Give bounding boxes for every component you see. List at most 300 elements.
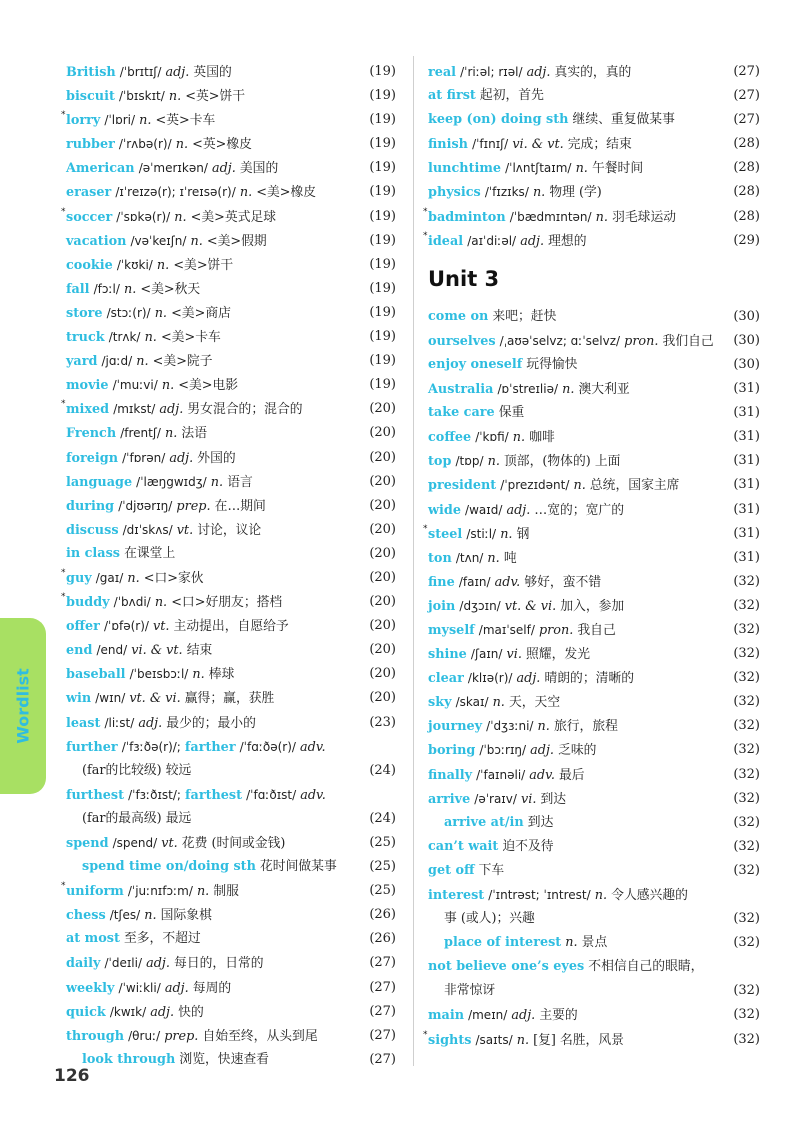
entry-definition: 玩得愉快 (526, 356, 578, 372)
entry-page-ref: (24) (369, 762, 396, 778)
entry-star: * (61, 399, 66, 410)
word-entry (66, 1048, 396, 1072)
entry-phonetic: /ˈfɒrən/ (122, 450, 166, 465)
entry-headword: ton (428, 550, 452, 566)
word-entry (66, 325, 396, 349)
entry-definition: 起初，首先 (479, 88, 544, 104)
word-entry (61, 397, 396, 421)
entry-phonetic: /tɒp/ (455, 454, 484, 469)
entry-definition: <美>橡皮 (256, 185, 317, 201)
entry-page-ref: (20) (369, 666, 396, 682)
entry-definition: <美>秋天 (140, 281, 201, 297)
entry-definition: 快的 (178, 1004, 204, 1020)
entry-definition: 加入，参加 (560, 598, 625, 614)
entry-page-ref: (20) (369, 401, 396, 417)
entry-definition: 吨 (503, 550, 517, 566)
entry-headword: enjoy oneself (428, 356, 523, 372)
entry-definition: <美>商店 (171, 305, 231, 321)
entry-page-ref: (19) (369, 208, 396, 224)
entry-part-of-speech: n. (516, 1032, 530, 1048)
entry-phonetic: /trʌk/ (108, 330, 141, 345)
word-entry (66, 446, 396, 470)
entry-part-of-speech: vt. (153, 619, 170, 635)
word-entry (66, 542, 396, 566)
entry-part-of-speech: vi. & vt. (131, 643, 183, 659)
entry-phonetic: /ʃaɪn/ (470, 647, 503, 662)
entry-page-ref: (32) (733, 670, 760, 686)
entry-part-of-speech: n. (537, 719, 550, 735)
word-entry (428, 618, 760, 642)
entry-headword: coffee (428, 430, 472, 446)
word-entry (66, 686, 396, 710)
entry-headword: buddy (66, 595, 110, 611)
word-entry (423, 229, 760, 253)
entry-definition: [复] 名胜，风景 (533, 1032, 624, 1048)
word-entry (66, 253, 396, 277)
entry-part-of-speech: n. (144, 330, 157, 346)
word-entry (428, 883, 760, 907)
word-entry (66, 132, 396, 156)
entry-headword: mixed (66, 402, 110, 418)
entry-page-ref: (20) (369, 569, 396, 585)
entry-headword: cookie (66, 257, 113, 273)
word-entry (66, 614, 396, 638)
entry-part-of-speech: adj. (159, 402, 184, 418)
entry-page-ref: (28) (733, 184, 760, 200)
word-entry (66, 831, 396, 855)
entry-star: * (423, 230, 428, 241)
entry-definition: 完成；结束 (567, 137, 632, 153)
entry-page-ref: (31) (733, 453, 760, 469)
entry-phonetic: /ˈlʌntʃtaɪm/ (505, 161, 572, 176)
entry-headword: French (66, 426, 117, 442)
entry-definition: 羽毛球运动 (612, 209, 677, 225)
entry-part-of-speech: n. (573, 478, 586, 494)
entry-phonetic: /ˈmuːvi/ (112, 378, 158, 393)
entry-phonetic: /ˈlæŋgwɪdʒ/ (136, 474, 207, 489)
entry-headword: fine (428, 574, 455, 590)
entry-headword: shine (428, 647, 467, 663)
entry-part-of-speech: adj. (211, 161, 236, 177)
entry-definition: 够好，蛮不错 (524, 574, 602, 590)
entry-phonetic: /ˈlɒri/ (104, 113, 136, 128)
entry-phonetic: /ˈrʌbə(r)/ (118, 137, 172, 152)
entry-definition: 每周的 (192, 980, 232, 996)
entry-definition: 外国的 (197, 450, 236, 466)
entry-page-ref: (19) (369, 256, 396, 272)
right-top-entries (423, 60, 760, 253)
entry-page-ref: (27) (369, 955, 396, 971)
word-entry (428, 763, 760, 787)
entry-headword: journey (428, 719, 483, 735)
entry-phonetic: /tʃes/ (109, 908, 141, 923)
entry-part-of-speech: n. (210, 474, 224, 490)
entry-definition: 午餐时间 (591, 161, 644, 177)
entry-part-of-speech: n. (190, 233, 203, 249)
entry-page-ref: (27) (733, 88, 760, 104)
entry-page-ref: (32) (733, 694, 760, 710)
page-number: 126 (54, 1066, 90, 1086)
entry-phonetic: /klɪə(r)/ (467, 671, 513, 686)
entry-headword: quick (66, 1004, 106, 1020)
entry-headword: at first (428, 88, 476, 104)
word-entry (428, 353, 760, 377)
entry-phonetic: /ˈbrɪtɪʃ/ (119, 65, 162, 79)
entry-headword: American (66, 161, 135, 177)
entry-phonetic: /liːst/ (104, 715, 135, 730)
entry-part-of-speech: n. (168, 89, 182, 105)
entry-headword: join (428, 598, 456, 614)
entry-part-of-speech: adj. (169, 450, 194, 466)
entry-page-ref: (26) (369, 907, 396, 923)
entry-headword: Australia (428, 382, 494, 398)
entry-phonetic: /ˈfɜːðə(r)/; (121, 739, 181, 754)
word-entry (428, 811, 760, 835)
entry-page-ref: (31) (733, 501, 760, 517)
entry-phonetic: /ˈfɪzɪks/ (484, 185, 529, 200)
entry-headword: arrive (428, 791, 471, 807)
entry-phonetic: /ˈbɪskɪt/ (118, 89, 165, 104)
entry-page-ref: (25) (369, 835, 396, 850)
entry-headword: at most (66, 931, 120, 947)
entry-phonetic: /saɪts/ (475, 1032, 513, 1047)
entry-page-ref: (19) (369, 353, 396, 369)
right-column (423, 60, 760, 1052)
entry-phonetic: /frentʃ/ (120, 426, 161, 441)
entry-page-ref: (32) (733, 621, 760, 637)
word-entry (66, 349, 396, 373)
entry-page-ref: (20) (369, 473, 396, 489)
entry-headword: ideal (428, 233, 464, 249)
entry-definition: <美>电影 (178, 378, 239, 394)
entry-phonetic: /faɪn/ (458, 574, 491, 589)
entry-page-ref: (19) (369, 377, 396, 393)
entry-part-of-speech: vt. & vi. (504, 598, 557, 614)
word-entry (428, 60, 760, 84)
entry-part-of-speech: prep. (164, 1028, 199, 1044)
entry-page-ref: (26) (369, 931, 396, 947)
word-entry (428, 180, 760, 204)
word-entry (428, 666, 760, 690)
entry-part-of-speech: n. (562, 382, 575, 398)
entry-part-of-speech: n. (500, 526, 513, 542)
word-entry (66, 229, 396, 253)
entry-phonetic: /skaɪ/ (455, 695, 489, 710)
entry-phonetic-alt: /ˈfɑːðə(r)/ (239, 739, 296, 754)
entry-phonetic: /wɪn/ (95, 691, 126, 706)
entry-definition: (far的比较级) 较远 (82, 762, 192, 778)
word-entry (66, 662, 396, 686)
entry-phonetic: /gaɪ/ (95, 570, 124, 585)
entry-phonetic: /əˈmerɪkən/ (138, 161, 208, 176)
entry-page-ref: (32) (733, 862, 760, 878)
word-entry (66, 518, 396, 542)
entry-headword: get off (428, 862, 475, 878)
entry-headword: chess (66, 908, 106, 924)
entry-headword: further (66, 739, 118, 755)
entry-page-ref: (19) (369, 160, 396, 176)
entry-headword: myself (428, 622, 475, 638)
word-entry (428, 714, 760, 738)
entry-part-of-speech: n. (492, 695, 505, 711)
entry-headword: come on (428, 308, 489, 324)
word-entry (423, 522, 760, 546)
word-entry (428, 108, 760, 132)
entry-definition: 令人感兴趣的 (611, 888, 688, 903)
entry-phonetic: /fɔːl/ (93, 281, 120, 296)
entry-headword: boring (428, 743, 476, 759)
entry-phonetic: /vəˈkeɪʃn/ (130, 233, 187, 248)
entry-page-ref: (31) (733, 525, 760, 541)
entry-definition: 迫不及待 (502, 838, 554, 854)
entry-definition: 主要的 (539, 1008, 578, 1024)
entry-definition: 理想的 (548, 233, 587, 249)
entry-page-ref: (32) (733, 766, 760, 782)
word-entry (428, 401, 760, 425)
word-entry (428, 156, 760, 180)
entry-part-of-speech: n. (127, 570, 140, 586)
entry-definition: <英>橡皮 (192, 137, 252, 153)
word-entry (428, 690, 760, 714)
entry-phonetic: /ˈbeɪsbɔːl/ (129, 667, 189, 682)
entry-part-of-speech: n. (239, 185, 253, 201)
entry-page-ref: (30) (733, 356, 760, 372)
word-entry (66, 1000, 396, 1024)
entry-part-of-speech: adj. (520, 233, 545, 249)
entry-page-ref: (31) (733, 381, 760, 397)
word-entry (428, 570, 760, 594)
entry-page-ref: (20) (369, 425, 396, 441)
entry-definition: 结束 (186, 643, 213, 659)
word-entry (66, 1024, 396, 1048)
entry-page-ref: (27) (369, 1027, 396, 1043)
entry-phonetic: /ˌaʊəˈselvz; ɑːˈselvz/ (499, 333, 621, 348)
word-entry (423, 1028, 760, 1052)
entry-definition: 英国的 (193, 65, 232, 80)
entry-page-ref: (27) (733, 112, 760, 128)
entry-part-of-speech: n. (594, 888, 608, 903)
entry-page-ref: (27) (369, 1051, 396, 1067)
entry-page-ref: (19) (369, 232, 396, 248)
entry-page-ref: (19) (369, 88, 396, 104)
entry-headword: uniform (66, 884, 124, 900)
word-entry (66, 807, 396, 831)
entry-star: * (61, 567, 66, 578)
entry-page-ref: (31) (733, 405, 760, 421)
entry-phonetic: /ˈdeɪli/ (104, 956, 142, 971)
word-entry (428, 305, 760, 329)
entry-part-of-speech: adj. (138, 715, 163, 731)
entry-definition: 赢得；赢，获胜 (184, 691, 275, 707)
entry-part-of-speech: n. (595, 209, 608, 225)
entry-phonetic-alt: /ˈfɑːðɪst/ (246, 787, 297, 802)
entry-definition: 物理 (学) (549, 185, 602, 201)
entry-phonetic: /ˈdʒɜːni/ (486, 719, 534, 734)
entry-headword: clear (428, 671, 464, 687)
entry-page-ref: (32) (733, 814, 760, 830)
entry-phonetic: /ˈkɒfi/ (475, 430, 509, 445)
entry-page-ref: (32) (733, 573, 760, 589)
word-entry (66, 84, 396, 108)
entry-definition: 法语 (181, 426, 208, 442)
entry-page-ref: (20) (369, 594, 396, 610)
word-entry (61, 566, 396, 590)
entry-star: * (61, 110, 66, 121)
right-unit-entries (423, 305, 760, 1052)
entry-phonetic: /ˈprezɪdənt/ (500, 478, 570, 493)
entry-definition: 主动提出，自愿给予 (173, 619, 289, 635)
entry-headword: finally (428, 767, 473, 783)
entry-phonetic: /spend/ (112, 836, 158, 850)
entry-phonetic: /maɪˈself/ (478, 622, 535, 637)
entry-definition: 自始至终，从头到尾 (202, 1028, 318, 1044)
word-entry (428, 1003, 760, 1027)
entry-definition: 花费 (时间或金钱) (181, 836, 286, 851)
word-entry (428, 498, 760, 522)
entry-definition: 至多，不超过 (123, 931, 201, 947)
entry-definition: 在课堂上 (124, 545, 176, 561)
entry-headword: yard (66, 354, 98, 370)
entry-page-ref: (20) (369, 449, 396, 465)
entry-phonetic: /meɪn/ (468, 1008, 508, 1023)
entry-part-of-speech: n. (156, 257, 170, 273)
entry-headword: least (66, 715, 101, 731)
entry-phonetic: /ˈfaɪnəli/ (476, 767, 526, 782)
word-entry (423, 205, 760, 229)
entry-part-of-speech: n. (175, 137, 189, 153)
entry-definition: <口>家伙 (143, 570, 204, 586)
entry-part-of-speech: vi. (521, 791, 537, 807)
entry-headword: truck (66, 330, 105, 346)
entry-phonetic: /ˈwiːkli/ (118, 980, 161, 995)
entry-page-ref: (30) (733, 332, 760, 348)
entry-definition: 顶部，(物体的) 上面 (503, 454, 621, 470)
entry-page-ref: (19) (369, 280, 396, 296)
entry-headword: furthest (66, 787, 125, 803)
entry-phonetic: /ˈɪntrəst; ˈɪntrest/ (488, 888, 591, 902)
entry-headword: biscuit (66, 89, 115, 105)
entry-part-of-speech: n. (575, 161, 588, 177)
entry-phonetic: /stɔː(r)/ (106, 305, 151, 320)
entry-definition: 澳大利亚 (578, 382, 630, 398)
entry-definition: 每日的，日常的 (174, 956, 264, 972)
entry-definition: 来吧；赶快 (492, 308, 557, 324)
entry-definition: <英>卡车 (155, 113, 216, 129)
entry-page-ref: (28) (733, 208, 760, 224)
entry-page-ref: (20) (369, 545, 396, 561)
entry-definition: 咖啡 (529, 430, 555, 446)
entry-headword: spend time on/doing sth (82, 859, 256, 875)
entry-headword: badminton (428, 209, 506, 225)
entry-headword: eraser (66, 185, 112, 201)
entry-part-of-speech: n. (532, 185, 546, 201)
entry-definition: 最少的；最小的 (166, 715, 256, 731)
entry-definition: <美>院子 (152, 354, 213, 370)
entry-headword: sights (428, 1032, 472, 1048)
entry-definition: 总统，国家主席 (589, 478, 680, 494)
entry-page-ref: (32) (733, 790, 760, 806)
entry-page-ref: (32) (733, 1031, 760, 1047)
entry-page-ref: (32) (733, 911, 760, 927)
entry-page-ref: (32) (733, 983, 760, 999)
entry-part-of-speech: n. (196, 884, 210, 900)
entry-definition: 真实的，真的 (554, 65, 632, 80)
word-entry (66, 735, 396, 759)
entry-headword: British (66, 65, 116, 80)
entry-definition: 晴朗的；清晰的 (544, 671, 635, 687)
entry-headword: main (428, 1008, 464, 1024)
word-entry (66, 373, 396, 397)
entry-headword: interest (428, 888, 485, 903)
entry-phonetic: /θruː/ (128, 1028, 161, 1043)
entry-headword: steel (428, 526, 463, 542)
left-column (61, 60, 396, 1072)
entry-phonetic: /ɪˈreɪzə(r); ɪˈreɪsə(r)/ (115, 185, 236, 200)
word-entry (66, 976, 396, 1000)
entry-star: * (61, 206, 66, 217)
word-entry (428, 132, 760, 156)
word-entry (428, 979, 760, 1003)
entry-headword: daily (66, 956, 101, 972)
entry-part-of-speech: adv. (494, 574, 521, 590)
entry-part-of-speech: adj. (150, 1004, 175, 1020)
entry-star: * (61, 881, 66, 892)
entry-headword: weekly (66, 980, 115, 996)
entry-part-of-speech: adj. (506, 502, 531, 518)
word-entry (66, 470, 396, 494)
entry-page-ref: (24) (369, 810, 396, 826)
word-entry (61, 590, 396, 614)
entry-part-of-speech: adv. (300, 739, 326, 755)
entry-page-ref: (19) (369, 304, 396, 320)
entry-headword: spend (66, 836, 109, 851)
entry-definition: 乏味的 (558, 743, 597, 759)
entry-definition: 下车 (478, 862, 505, 878)
entry-part-of-speech: vt. (176, 522, 194, 538)
entry-definition: 浏览，快速查看 (179, 1051, 269, 1067)
entry-page-ref: (20) (369, 690, 396, 706)
entry-page-ref: (32) (733, 597, 760, 613)
entry-part-of-speech: vt. & vi. (129, 691, 181, 707)
entry-headword: president (428, 478, 497, 494)
entry-headword: sky (428, 695, 452, 711)
word-entry (428, 377, 760, 401)
entry-definition: 照耀，发光 (526, 647, 590, 663)
entry-phonetic: /ˈɒfə(r)/ (104, 619, 149, 634)
word-entry (428, 907, 760, 931)
entry-headword: movie (66, 378, 109, 394)
entry-definition: 国际象棋 (160, 908, 212, 924)
entry-phonetic: /ˈbædmɪntən/ (509, 209, 592, 224)
entry-star: * (423, 1029, 428, 1040)
word-entry (66, 156, 396, 180)
entry-headword: in class (66, 545, 120, 561)
word-entry (66, 494, 396, 518)
word-entry (66, 60, 396, 84)
entry-headword: lorry (66, 113, 101, 129)
word-entry (66, 180, 396, 204)
entry-definition: <美>饼干 (173, 257, 234, 273)
entry-part-of-speech: n. (565, 935, 578, 951)
entry-page-ref: (27) (369, 1003, 396, 1019)
entry-headword: guy (66, 570, 92, 586)
entry-part-of-speech: n. (136, 354, 149, 370)
entry-definition: 钢 (516, 526, 530, 542)
word-entry (66, 301, 396, 325)
entry-phonetic: /aɪˈdiːəl/ (467, 233, 517, 248)
word-entry (428, 84, 760, 108)
entry-page-ref: (19) (369, 64, 396, 79)
